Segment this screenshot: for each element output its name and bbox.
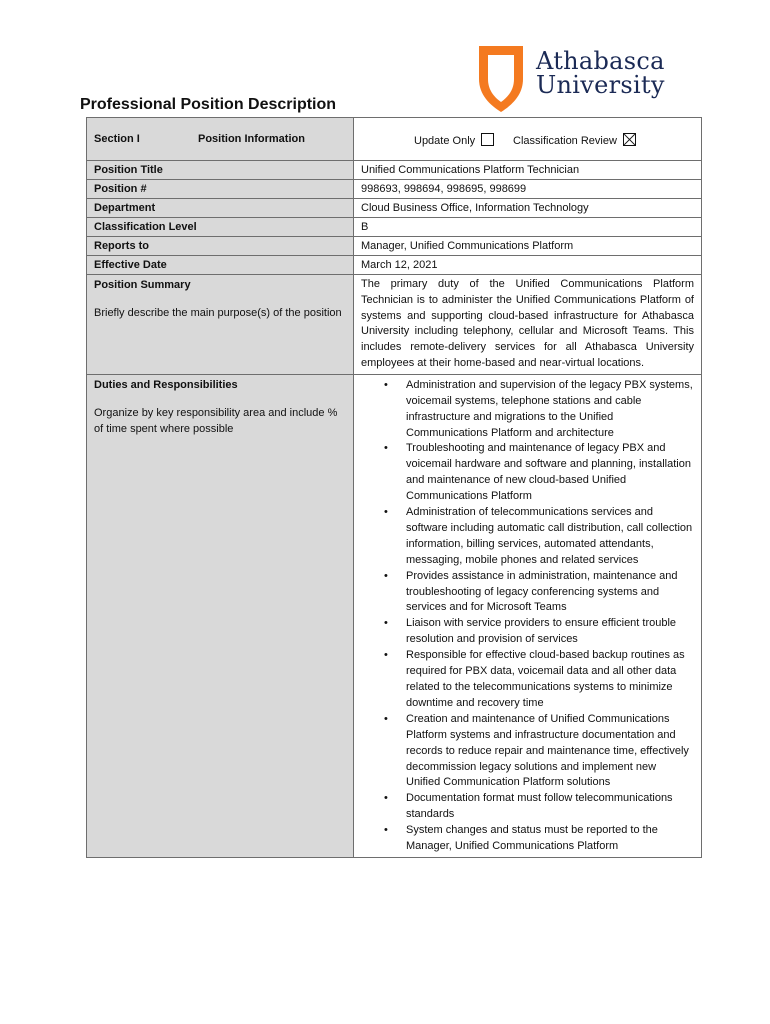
position-summary-row — [87, 275, 702, 375]
reports-to-row — [87, 237, 702, 256]
effective-date-value: March 12, 2021 — [361, 259, 438, 271]
duties-list — [354, 375, 701, 857]
duty-item: • Documentation format must follow telecommunications standards — [354, 791, 693, 823]
position-summary-text: The primary duty of the Unified Communications Platform Technician is to administer the Unified Communications Platform of systems and supporting cloud-based infrastructure for Athabasca University including telephony, cellular and Microsoft Teams. This includes remote-delivery services for all Athabasca University employees at their home-based and near-virtual locations. — [361, 278, 694, 369]
department-label: Department — [94, 202, 156, 214]
section-name: Position Information — [198, 133, 305, 145]
effective-date-row — [87, 256, 702, 275]
logo-wordmark — [536, 49, 665, 97]
update-only-checkbox[interactable] — [481, 133, 494, 146]
section-header-cell — [87, 118, 354, 161]
logo-line-2: University — [536, 71, 665, 99]
classification-review-label: Classification Review — [513, 135, 617, 147]
duty-item: • Troubleshooting and maintenance of legacy PBX and voicemail hardware and software and planning, installation and maintenance of new cloud-based Unified Communications Platform — [354, 441, 693, 505]
classification-level-row — [87, 218, 702, 237]
duty-item: • Creation and maintenance of Unified Communications Platform systems and infrastructure documentation and records to reduce repair and maintenance time, effectively decommission legacy solutions and implement new Unified Communication Platform solutions — [354, 712, 693, 792]
position-summary-label: Position Summary — [94, 279, 191, 291]
duties-row — [87, 374, 702, 857]
position-title-label: Position Title — [94, 164, 163, 176]
position-summary-instruction: Briefly describe the main purpose(s) of the position — [94, 307, 342, 319]
classification-review-option — [513, 133, 636, 147]
position-title-value: Unified Communications Platform Technician — [361, 164, 580, 176]
duty-item: • Liaison with service providers to ensure efficient trouble resolution and provision of services — [354, 616, 693, 648]
duties-instruction: Organize by key responsibility area and include % of time spent where possible — [94, 406, 338, 435]
duties-label: Duties and Responsibilities — [94, 378, 238, 391]
reports-to-value: Manager, Unified Communications Platform — [361, 240, 574, 252]
classification-review-checkbox[interactable] — [623, 133, 636, 146]
position-title-row — [87, 161, 702, 180]
duty-item: • System changes and status must be reported to the Manager, Unified Communications Platform — [354, 823, 693, 855]
duty-item: • Administration and supervision of the legacy PBX systems, voicemail systems, telephone stations and cable infrastructure and migrations to the Unified Communications Platform and architecture — [354, 378, 693, 442]
section-header-row — [87, 118, 702, 161]
classification-level-label: Classification Level — [94, 221, 197, 233]
reports-to-label: Reports to — [94, 240, 149, 252]
duty-item: • Responsible for effective cloud-based backup routines as required for PBX data, voicemail data and all other data related to the telecommunications systems to minimize downtime and recovery time — [354, 648, 693, 712]
shield-icon — [478, 45, 524, 113]
department-value: Cloud Business Office, Information Technology — [361, 202, 589, 214]
update-only-label: Update Only — [414, 135, 476, 147]
department-row — [87, 199, 702, 218]
update-only-option — [414, 133, 494, 147]
section-number: Section I — [94, 133, 140, 145]
athabasca-university-logo — [478, 45, 678, 115]
duty-item: • Administration of telecommunications services and software including automatic call distribution, call collection information, billing services, automated attendants, messaging, mobile phones and related services — [354, 505, 693, 569]
review-type-cell — [354, 118, 702, 161]
effective-date-label: Effective Date — [94, 259, 167, 271]
duty-item: • Provides assistance in administration, maintenance and troubleshooting of legacy conferencing systems and services and for Microsoft Teams — [354, 569, 693, 617]
position-number-value: 998693, 998694, 998695, 998699 — [361, 183, 527, 195]
position-description-table — [86, 117, 702, 858]
classification-level-value: B — [361, 221, 369, 233]
logo-line-1: Athabasca — [536, 47, 665, 75]
position-number-row — [87, 180, 702, 199]
position-number-label: Position # — [94, 183, 147, 195]
document-title: Professional Position Description — [80, 96, 337, 113]
